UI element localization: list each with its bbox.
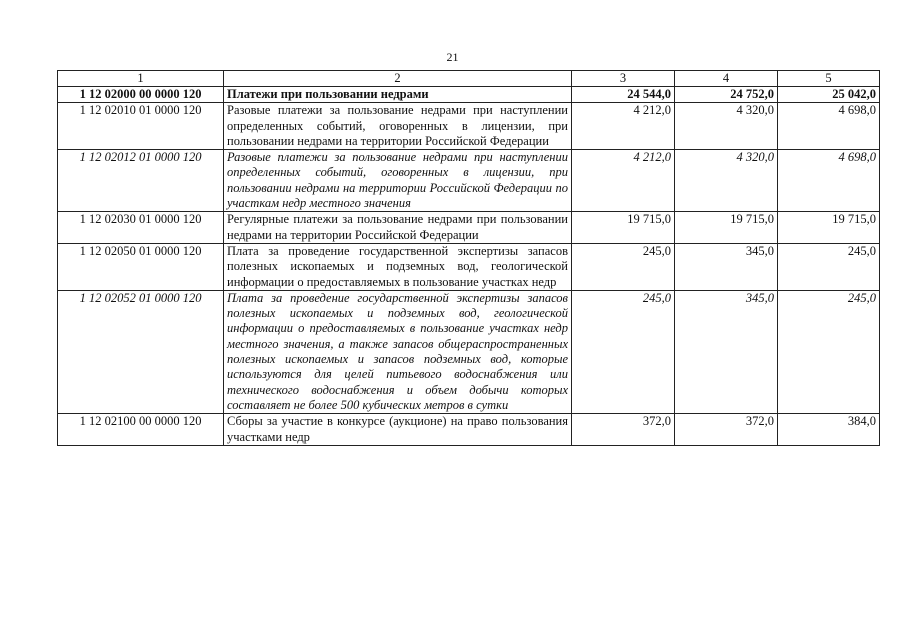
column-header: 4 (675, 71, 778, 87)
revenue-name: Плата за проведение государственной экспертизы запасов полезных ископаемых и подземных вод, геологической информации о предоставляемых в пользование участках недр (224, 243, 572, 290)
column-header: 5 (778, 71, 880, 87)
value-col3: 4 212,0 (572, 103, 675, 150)
value-col4: 19 715,0 (675, 212, 778, 244)
budget-code: 1 12 02050 01 0000 120 (58, 243, 224, 290)
value-col4: 4 320,0 (675, 103, 778, 150)
budget-code: 1 12 02100 00 0000 120 (58, 414, 224, 446)
table-row (58, 212, 880, 244)
revenue-name: Плата за проведение государственной экспертизы запасов полезных ископаемых и подземных вод, геологической информации о предоставляемых в пользование участках недр местного значения, а также запасов общераспространенных полезных ископаемых и запасов подземных вод, которые используются для целей питьевого водоснабжения или технического водоснабжения и объем добычи которых составляет не более 500 кубических метров в сутки (224, 290, 572, 413)
value-col5: 245,0 (778, 243, 880, 290)
table-row (58, 150, 880, 212)
table-row (58, 87, 880, 103)
column-header: 1 (58, 71, 224, 87)
revenue-name: Сборы за участие в конкурсе (аукционе) на право пользования участками недр (224, 414, 572, 446)
value-col4: 24 752,0 (675, 87, 778, 103)
column-header: 2 (224, 71, 572, 87)
column-header: 3 (572, 71, 675, 87)
revenue-name: Разовые платежи за пользование недрами при наступлении определенных событий, оговоренных в лицензии, при пользовании недрами на территории Российской Федерации по участкам недр местного значения (224, 150, 572, 212)
value-col3: 245,0 (572, 243, 675, 290)
revenue-name: Регулярные платежи за пользование недрами при пользовании недрами на территории Российской Федерации (224, 212, 572, 244)
page-number: 21 (446, 50, 459, 64)
table-row (58, 243, 880, 290)
value-col3: 4 212,0 (572, 150, 675, 212)
value-col4: 345,0 (675, 290, 778, 413)
budget-code: 1 12 02010 01 0000 120 (58, 103, 224, 150)
value-col5: 245,0 (778, 290, 880, 413)
value-col4: 4 320,0 (675, 150, 778, 212)
value-col4: 372,0 (675, 414, 778, 446)
revenue-name: Платежи при пользовании недрами (224, 87, 572, 103)
value-col5: 25 042,0 (778, 87, 880, 103)
value-col5: 4 698,0 (778, 150, 880, 212)
value-col3: 24 544,0 (572, 87, 675, 103)
value-col4: 345,0 (675, 243, 778, 290)
table-row (58, 290, 880, 413)
revenue-table (57, 70, 880, 446)
table-row (58, 103, 880, 150)
value-col3: 245,0 (572, 290, 675, 413)
budget-code: 1 12 02000 00 0000 120 (58, 87, 224, 103)
value-col3: 19 715,0 (572, 212, 675, 244)
budget-code: 1 12 02030 01 0000 120 (58, 212, 224, 244)
table-row (58, 414, 880, 446)
budget-code: 1 12 02052 01 0000 120 (58, 290, 224, 413)
budget-code: 1 12 02012 01 0000 120 (58, 150, 224, 212)
value-col5: 4 698,0 (778, 103, 880, 150)
revenue-name: Разовые платежи за пользование недрами при наступлении определенных событий, оговоренных в лицензии, при пользовании недрами на территории Российской Федерации (224, 103, 572, 150)
value-col5: 384,0 (778, 414, 880, 446)
value-col3: 372,0 (572, 414, 675, 446)
table-header-row (58, 71, 880, 87)
value-col5: 19 715,0 (778, 212, 880, 244)
